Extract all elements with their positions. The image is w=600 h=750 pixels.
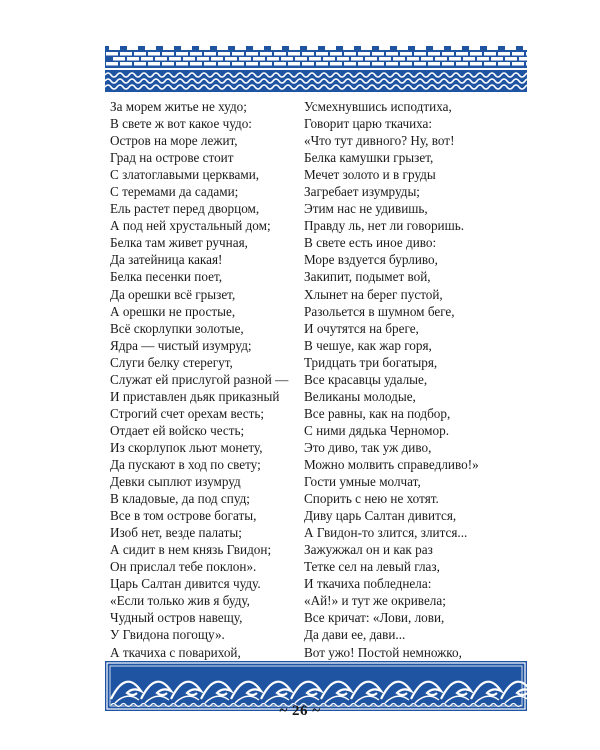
poem-line: Можно молвить справедливо!»	[304, 456, 479, 472]
poem-line: Этим нас не удивишь,	[304, 201, 428, 217]
poem-line: Он прислал тебе поклон».	[110, 559, 257, 575]
page-number: ~ 26 ~	[279, 703, 321, 719]
poem-line: Мечет золото и в груды	[304, 167, 436, 183]
poem-line: Чудный остров навещу,	[110, 610, 243, 626]
poem-line: Вот ужо! Постой немножко,	[304, 644, 462, 660]
poem-line: Зажужжал он и как раз	[304, 542, 433, 558]
poem-line: Всё скорлупки золотые,	[110, 320, 244, 336]
poem-line: «Что тут дивного? Ну, вот!	[304, 133, 455, 149]
poem-line: Тридцать три богатыря,	[304, 354, 438, 370]
poem-line: Град на острове стоит	[110, 150, 234, 166]
poem-line: А под ней хрустальный дом;	[110, 218, 271, 234]
poem-line: Да дави ее, дави...	[304, 627, 406, 643]
poem-line: Все в том острове богаты,	[110, 508, 257, 524]
poem-line: Да орешки всё грызет,	[110, 286, 236, 302]
poem-line: Говорит царю ткачиха:	[304, 116, 433, 132]
poem-line: Все кричат: «Лови, лови,	[304, 610, 445, 626]
poem-line: Служат ей прислугой разной —	[110, 371, 289, 387]
poem-line: Белка там живет ручная,	[110, 235, 248, 251]
poem-line: «Если только жив я буду,	[110, 593, 250, 609]
poem-line: С теремами да садами;	[110, 184, 239, 200]
poem-line: Из скорлупок льют монету,	[110, 439, 263, 455]
poem-line: Закипит, подымет вой,	[304, 269, 431, 285]
poem-line: Белка камушки грызет,	[304, 150, 434, 166]
poem-line: Слуги белку стерегут,	[110, 354, 233, 370]
poem-line: И приставлен дьяк приказный	[110, 388, 280, 404]
poem-line: У Гвидона погощу».	[110, 627, 225, 643]
poem-line: Ель растет перед дворцом,	[110, 201, 260, 217]
poem-line: Остров на море лежит,	[110, 133, 238, 149]
poem-line: В свете есть иное диво:	[304, 235, 437, 251]
poem-line: В чешуе, как жар горя,	[304, 337, 432, 353]
poem-line: Все красавцы удалые,	[304, 371, 428, 387]
poem-line: И очутятся на бреге,	[304, 320, 419, 336]
poem-line: В кладовые, да под спуд;	[110, 491, 250, 507]
poem-line: А сидит в нем князь Гвидон;	[110, 542, 272, 558]
poem-left-column	[110, 98, 300, 712]
poem-line: Усмехнувшись исподтиха,	[304, 99, 452, 114]
poem-line: В свете ж вот какое чудо:	[110, 116, 252, 132]
poem-line: Ядра — чистый изумруд;	[110, 337, 252, 353]
poem-line: Спорить с нею не хотят.	[304, 491, 439, 507]
poem-line: Тетке сел на левый глаз,	[304, 559, 440, 575]
poem-line: Разольется в шумном беге,	[304, 303, 455, 319]
ornamental-border-wall-waves-icon	[105, 46, 527, 92]
poem-line: Это диво, так уж диво,	[304, 439, 432, 455]
top-ornament	[105, 46, 527, 92]
poem-line: Да пускают в ход по свету;	[110, 456, 261, 472]
poem-line: А ткачиха с поварихой,	[110, 644, 241, 660]
poem-line: Море вздуется бурливо,	[304, 252, 438, 268]
poem-line: А Гвидон-то злится, злится...	[304, 525, 468, 541]
poem-line: Изоб нет, везде палаты;	[110, 525, 242, 541]
poem-line: А орешки не простые,	[110, 303, 236, 319]
poem-line: Диву царь Салтан дивится,	[304, 508, 457, 524]
poem-line: Царь Салтан дивится чуду.	[110, 576, 261, 592]
poem-line: Великаны молодые,	[304, 388, 416, 404]
poem-line: С ними дядька Черномор.	[304, 422, 450, 438]
poem-line: Все равны, как на подбор,	[304, 405, 451, 421]
poem-line: И ткачиха побледнела:	[304, 576, 432, 592]
poem-line: Да затейница какая!	[110, 252, 223, 268]
poem-line: Строгий счет орехам весть;	[110, 405, 265, 421]
poem-line: Загребает изумруды;	[304, 184, 420, 200]
poem-line: Белка песенки поет,	[110, 269, 223, 285]
poem-line: С златоглавыми церквами,	[110, 167, 260, 183]
poem-line: «Ай!» и тут же окривела;	[304, 593, 446, 609]
poem-line: За морем житье не худо;	[110, 99, 247, 114]
poem-right-column	[304, 98, 534, 712]
poem-line: Отдает ей войско честь;	[110, 422, 245, 438]
poem-line: Гости умные молчат,	[304, 474, 421, 490]
poem-line: Девки сыплют изумруд	[110, 474, 241, 490]
poem-line: Правду ль, нет ли говоришь.	[304, 218, 465, 234]
poem-line: Хлынет на берег пустой,	[304, 286, 443, 302]
